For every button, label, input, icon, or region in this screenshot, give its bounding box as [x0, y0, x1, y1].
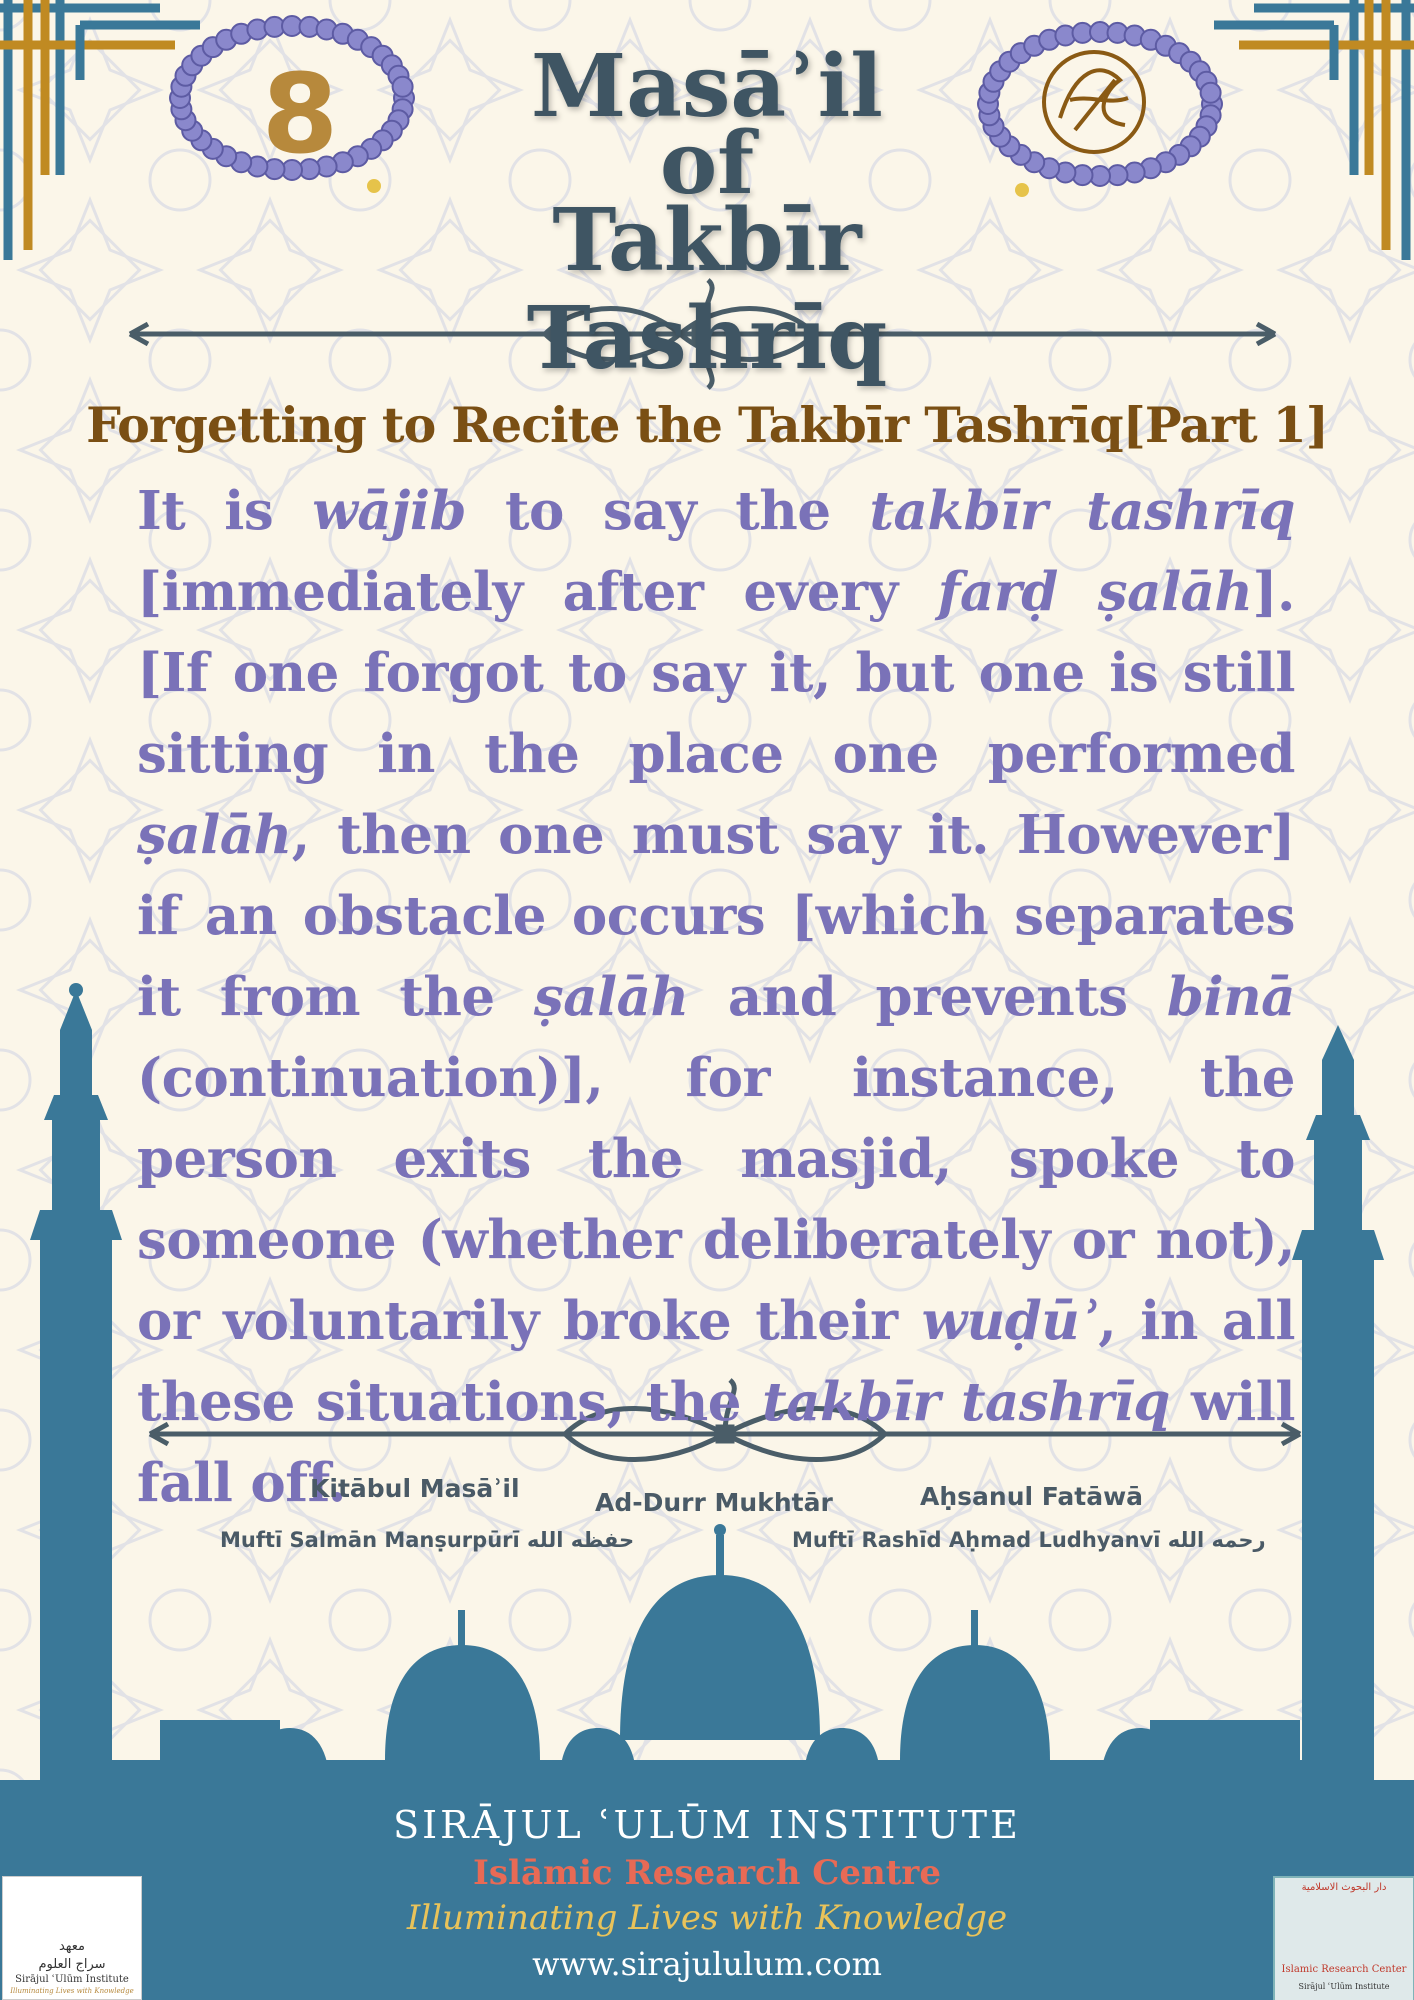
- masail-number: 8: [261, 50, 339, 178]
- source-author-3: Muftī Rashīd Aḥmad Ludhyanvī رحمه الله: [792, 1528, 1266, 1552]
- body-paragraph: It is wājib to say the takbīr tashrīq [immediately after every farḍ ṣalāh]. [If one forgot to say it, but one is still sitting in the place one performed ṣalāh, then one must say it. However] if an obstacle occurs [which separates it from the ṣalāh and prevents binā (continuation)], for instance, the person exits the masjid, spoke to someone (whether deliberately or not), or voluntarily broke their wuḍūʾ, in all these situations, the takbīr tashrīq will fall off.: [137, 480, 1295, 1514]
- section-heading: Forgetting to Recite the Takbīr Tashrīq[Part 1]: [86, 396, 1328, 454]
- title-line-2: of: [659, 113, 755, 214]
- source-book-2: Ad-Durr Mukhtār: [595, 1488, 833, 1517]
- source-author-1: Muftī Salmān Manṣurpūrī حفظه الله: [220, 1528, 635, 1552]
- source-book-3: Aḥsanul Fatāwā: [920, 1482, 1144, 1511]
- logo-right-arabic: دار البحوث الاسلامية: [1301, 1882, 1387, 1893]
- logo-arabic-1: معهد: [58, 1939, 86, 1954]
- title-line-1: Masāʾil: [531, 36, 883, 137]
- tagline: Illuminating Lives with Knowledge: [406, 1898, 1008, 1938]
- institute-name: SIRĀJUL ʿULŪM INSTITUTE: [393, 1803, 1021, 1847]
- bead: [1201, 83, 1221, 103]
- logo-name: Sirājul ʿUlūm Institute: [15, 1974, 129, 1985]
- institute-logo: [2, 1876, 142, 2000]
- logo-right-subtitle: Sirājul ʿUlūm Institute: [1298, 1982, 1390, 1991]
- logo-arabic-2: سراج العلوم: [38, 1957, 106, 1972]
- title-line-3: Takbīr Tashrīq: [526, 190, 888, 389]
- website-link[interactable]: www.sirajululum.com: [532, 1945, 882, 1983]
- logo-right-name: Islamic Research Center: [1281, 1964, 1407, 1975]
- source-book-1: Kitābul Masāʾil: [310, 1474, 520, 1503]
- research-center-logo: [1273, 1876, 1414, 2000]
- logo-tagline: Illuminating Lives with Knowledge: [10, 1987, 134, 1995]
- research-centre-name: Islāmic Research Centre: [473, 1853, 941, 1893]
